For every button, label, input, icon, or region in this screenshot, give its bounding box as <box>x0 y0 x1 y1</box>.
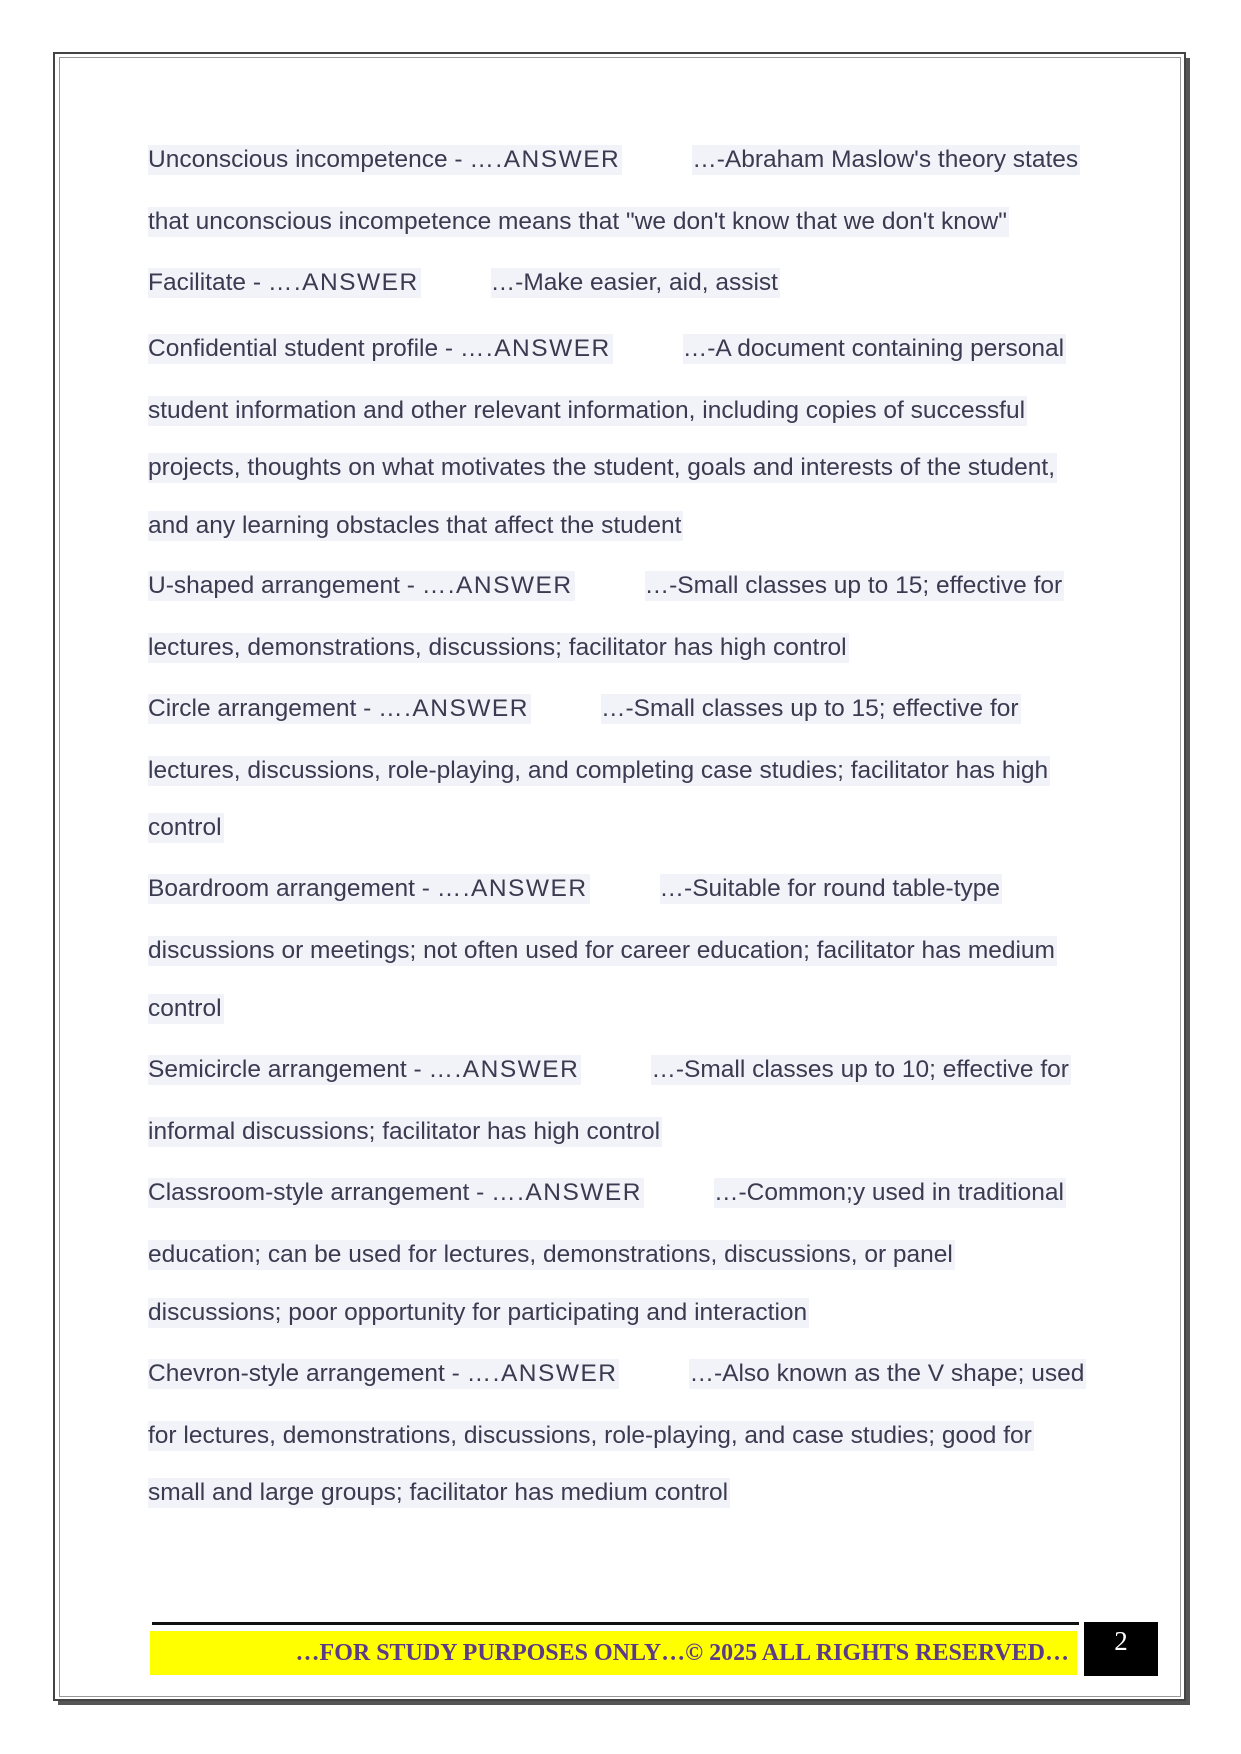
definition-start: …-Common;y used in traditional <box>713 1179 1064 1206</box>
page-number: 2 <box>1084 1622 1158 1676</box>
definition-start: …-Suitable for round table-type <box>659 875 1001 902</box>
entry-continuation-line: small and large groups; facilitator has medium control <box>148 1479 729 1506</box>
definition-start: …-Also known as the V shape; used <box>689 1360 1085 1387</box>
entry-head-line: Circle arrangement - ….ANSWER …-Small classes up to 15; effective for <box>148 695 1019 722</box>
entry-continuation-line: for lectures, demonstrations, discussions, role-playing, and case studies; good for <box>148 1422 1032 1449</box>
footer-notice: …FOR STUDY PURPOSES ONLY…© 2025 ALL RIGHTS RESERVED… <box>295 1640 1069 1666</box>
answer-marker: ….ANSWER <box>421 572 573 599</box>
footer-rule <box>152 1622 1079 1625</box>
definition-start: …-Small classes up to 15; effective for <box>644 572 1063 599</box>
entry-head-line: Chevron-style arrangement - ….ANSWER …-Also known as the V shape; used <box>148 1360 1085 1387</box>
entry-head-line: Confidential student profile - ….ANSWER …-A document containing personal <box>148 335 1065 362</box>
entry-head-line: Semicircle arrangement - ….ANSWER …-Small classes up to 10; effective for <box>148 1056 1069 1083</box>
answer-marker: ….ANSWER <box>378 695 529 722</box>
term: Chevron-style arrangement <box>148 1360 445 1387</box>
entry-continuation-line: control <box>148 995 222 1022</box>
term: Boardroom arrangement <box>148 875 415 902</box>
definition-start: …-Abraham Maslow's theory states <box>692 146 1079 173</box>
entry-head-line: Unconscious incompetence - ….ANSWER …-Abraham Maslow's theory states <box>148 146 1079 173</box>
definition-start: …-Small classes up to 15; effective for <box>600 695 1019 722</box>
entry-head-line: Classroom-style arrangement - ….ANSWER …-Common;y used in traditional <box>148 1179 1064 1206</box>
term: Classroom-style arrangement <box>148 1179 470 1206</box>
entry-continuation-line: control <box>148 814 222 841</box>
entry-continuation-line: that unconscious incompetence means that "we don't know that we don't know" <box>148 208 1007 235</box>
entry-continuation-line: projects, thoughts on what motivates the student, goals and interests of the student, <box>148 454 1056 481</box>
page-border-shadow-bottom <box>58 1701 1190 1705</box>
entry-head-line: U-shaped arrangement - ….ANSWER …-Small classes up to 15; effective for <box>148 572 1063 599</box>
answer-marker: ….ANSWER <box>459 335 611 362</box>
entry-continuation-line: education; can be used for lectures, demonstrations, discussions, or panel <box>148 1241 953 1268</box>
term: Unconscious incompetence <box>148 146 448 173</box>
entry-continuation-line: discussions; poor opportunity for participating and interaction <box>148 1299 808 1326</box>
entry-continuation-line: student information and other relevant information, including copies of successful <box>148 397 1026 424</box>
entry-continuation-line: lectures, demonstrations, discussions; facilitator has high control <box>148 634 847 661</box>
answer-marker: ….ANSWER <box>491 1179 642 1206</box>
entry-head-line: Boardroom arrangement - ….ANSWER …-Suitable for round table-type <box>148 875 1001 902</box>
answer-marker: ….ANSWER <box>469 146 621 173</box>
term: Circle arrangement <box>148 695 357 722</box>
entry-continuation-line: lectures, discussions, role-playing, and completing case studies; facilitator has high <box>148 757 1049 784</box>
entry-continuation-line: informal discussions; facilitator has high control <box>148 1118 661 1145</box>
answer-marker: ….ANSWER <box>466 1360 618 1387</box>
answer-marker: ….ANSWER <box>436 875 588 902</box>
definition-start: …-A document containing personal <box>682 335 1065 362</box>
entry-head-line: Facilitate - ….ANSWER …-Make easier, aid, assist <box>148 269 778 296</box>
page-border-shadow-right <box>1186 58 1190 1705</box>
term: Semicircle arrangement <box>148 1056 407 1083</box>
answer-marker: ….ANSWER <box>267 269 419 296</box>
answer-marker: ….ANSWER <box>428 1056 580 1083</box>
definition-start: …-Make easier, aid, assist <box>490 269 778 296</box>
definition-start: …-Small classes up to 10; effective for <box>651 1056 1069 1083</box>
entry-continuation-line: and any learning obstacles that affect the student <box>148 512 682 539</box>
term: U-shaped arrangement <box>148 572 400 599</box>
entry-continuation-line: discussions or meetings; not often used for career education; facilitator has medium <box>148 937 1055 964</box>
term: Facilitate <box>148 269 247 296</box>
term: Confidential student profile <box>148 335 439 362</box>
